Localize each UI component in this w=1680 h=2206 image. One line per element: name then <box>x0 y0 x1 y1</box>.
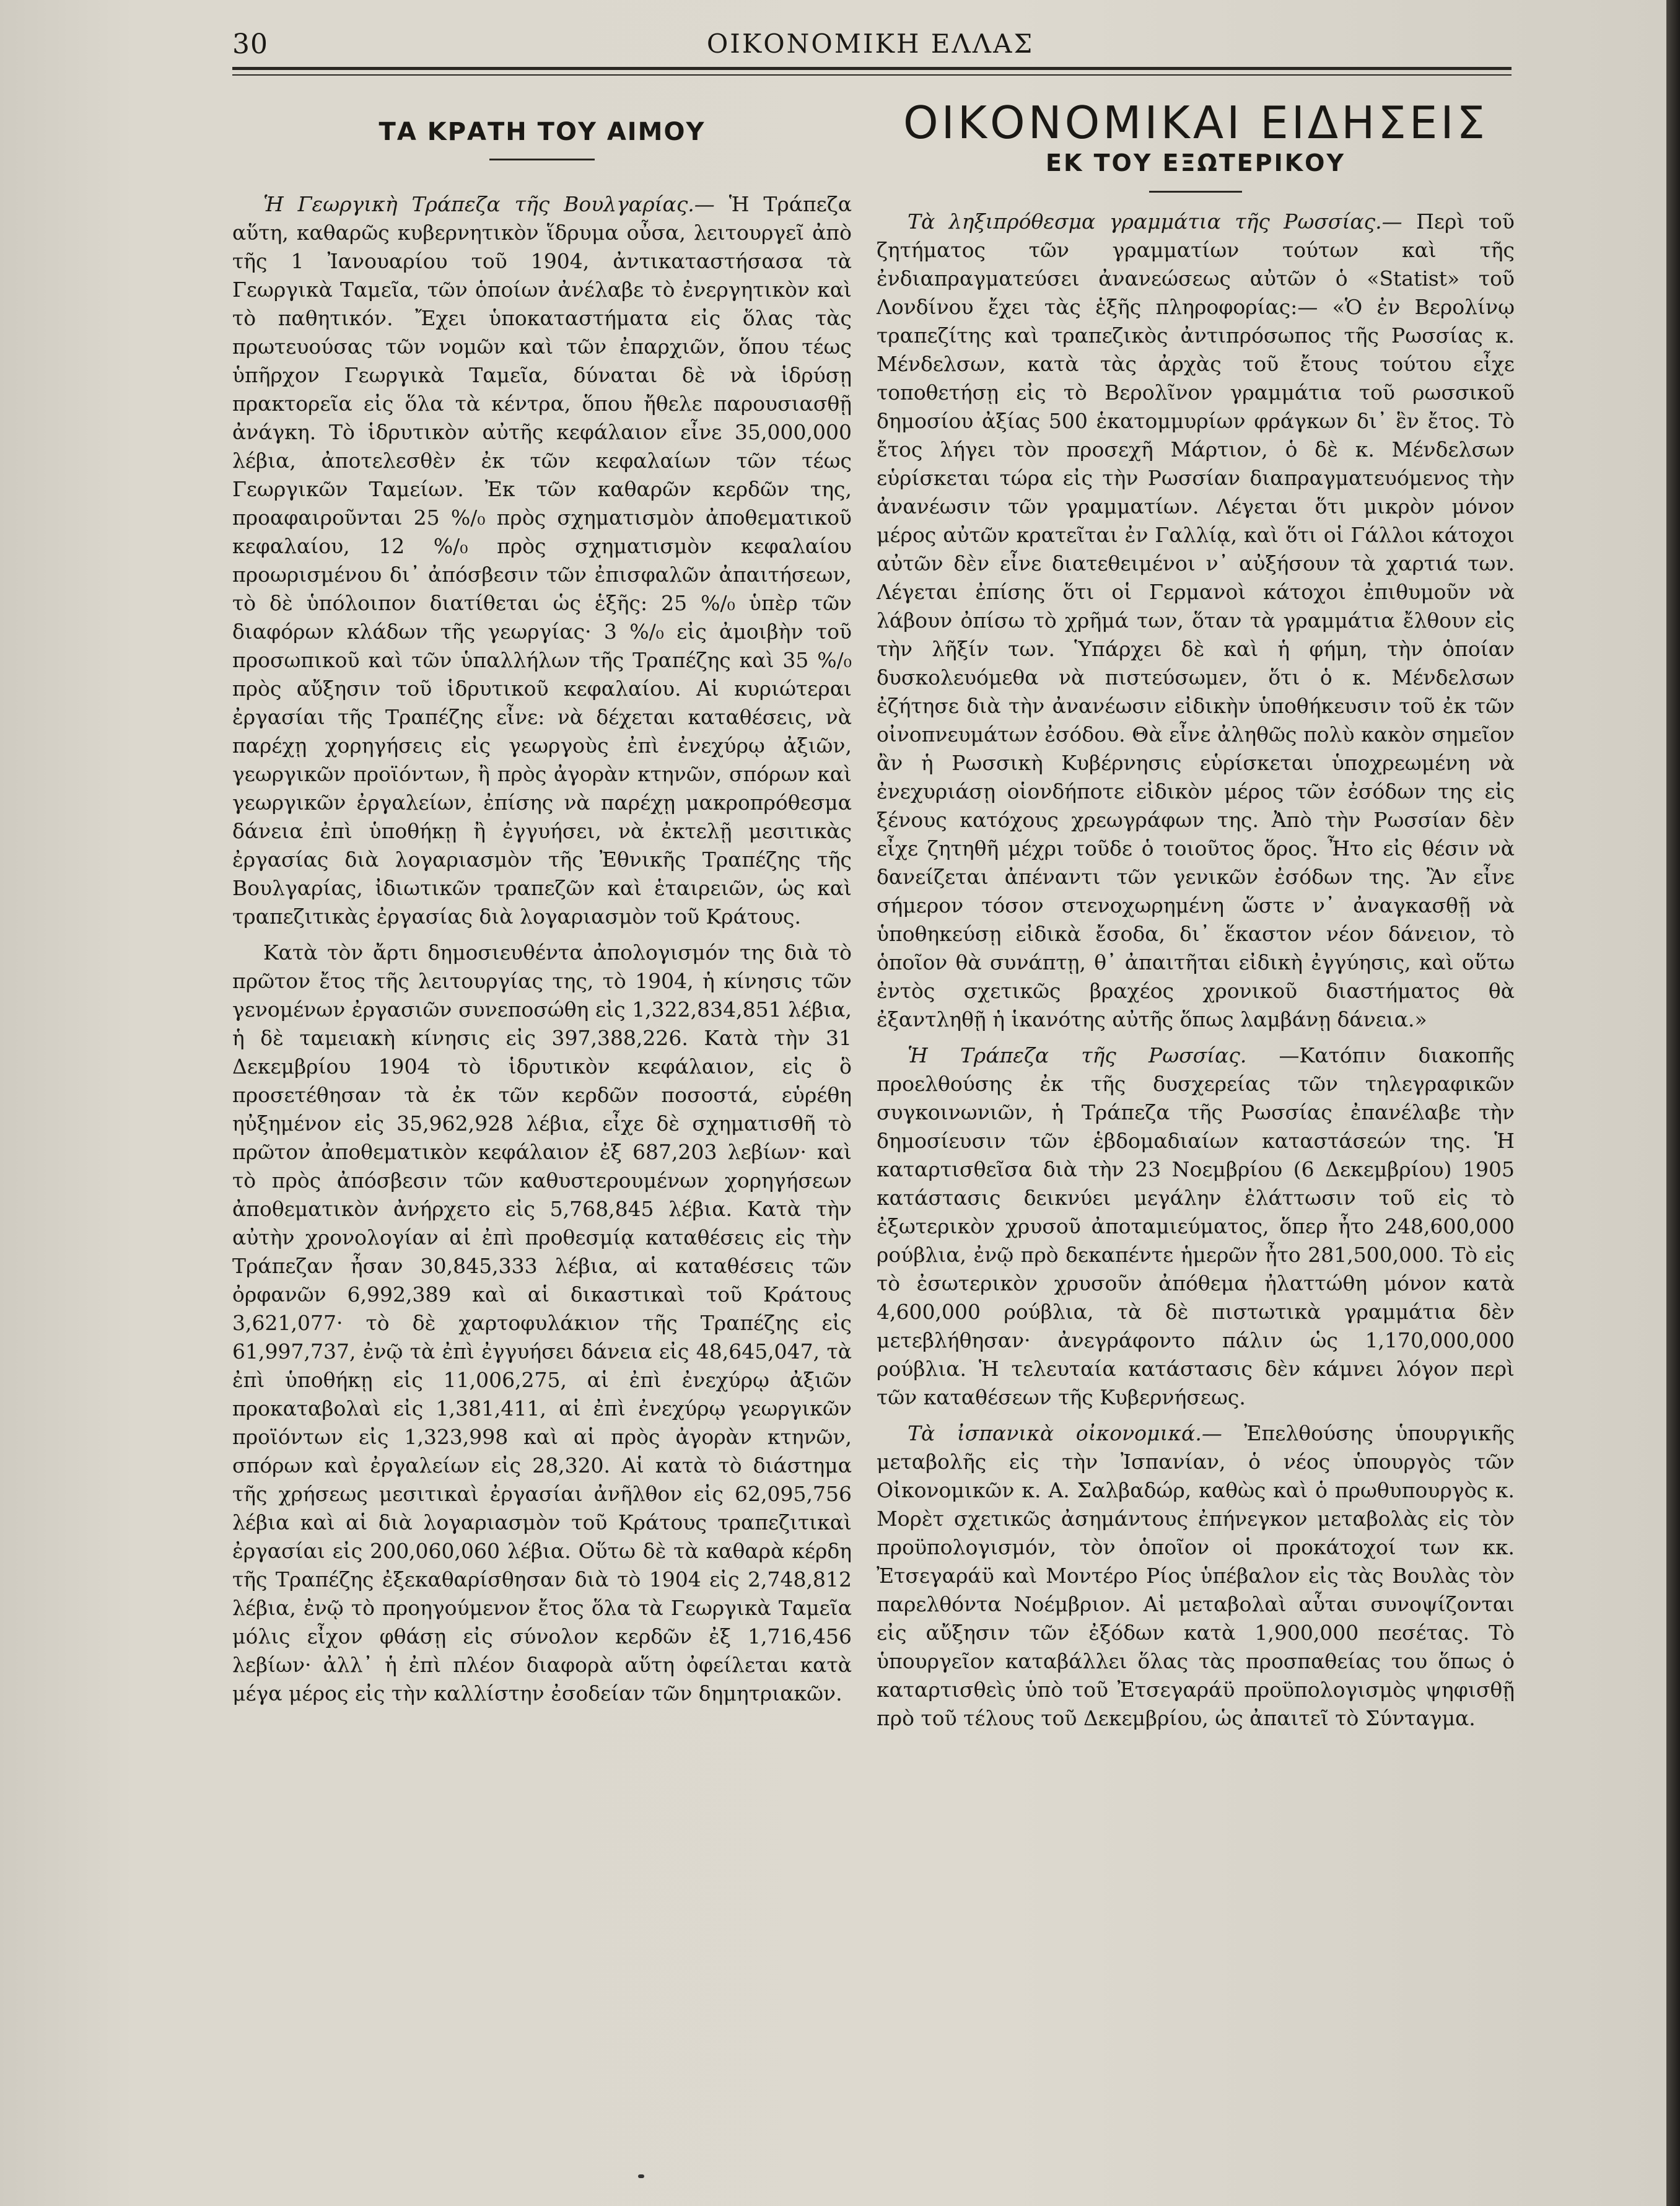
header-rule-thin <box>232 74 1512 76</box>
section-heading-balkan-states: ΤΑ ΚΡΑΤΗ ΤΟΥ ΑΙΜΟΥ <box>378 118 706 146</box>
ink-speck <box>638 2174 644 2178</box>
article-paragraph <box>877 1041 1515 1412</box>
journal-title: ΟΙΚΟΝΟΜΙΚΗ ΕΛΛΑΣ <box>706 28 1035 59</box>
article-paragraph <box>232 939 852 1708</box>
article-text: Περὶ τοῦ ζητήματος τῶν γραμματίων τούτων καὶ τῆς ἐνδιαπραγματεύσει ἀνανεώσεως αὐτῶν ὁ «Statist» τοῦ Λονδίνου ἔχει τὰς ἑξῆς πληροφορίας:— «Ὁ ἐν Βερολίνῳ τραπεζίτης καὶ τραπεζικὸς ἀντιπρόσωπος τῆς Ρωσσίας κ. Μένδελσων, κατὰ τὰς ἀρχὰς τοῦ ἔτους τούτου εἶχε τοποθετήσῃ εἰς τὸ Βερολῖνον γραμμάτια τοῦ ρωσσικοῦ δημοσίου ἀξίας 500 ἑκατομμυρίων φράγκων δι᾽ ἓν ἔτος. Τὸ ἔτος λήγει τὸν προσεχῆ Μάρτιον, ὁ δὲ κ. Μένδελσων εὑρίσκεται τώρα εἰς τὴν Ρωσσίαν διαπραγματευόμενος τὴν ἀνανέωσιν τῶν γραμματίων. Λέγεται ὅτι μικρὸν μόνον μέρος αὐτῶν κρατεῖται ἐν Γαλλίᾳ, καὶ ὅτι οἱ Γάλλοι κάτοχοι αὐτῶν δὲν εἶνε διατεθειμένοι ν᾽ αὐξήσουν τὰ χαρτιά των. Λέγεται ἐπίσης ὅτι οἱ Γερμανοὶ κάτοχοι ἐπιθυμοῦν νὰ λάβουν ὀπίσω τὸ χρῆμά των, ὅταν τὰ γραμμάτια ἔλθουν εἰς τὴν λῆξίν των. Ὑπάρχει δὲ καὶ ἡ φήμη, τὴν ὁποίαν δυσκολευόμεθα νὰ πιστεύσωμεν, ὅτι ὁ κ. Μένδελσων ἐζήτησε διὰ τὴν ἀνανέωσιν εἰδικὴν ὑποθήκευσιν τοῦ ἐκ τῶν οἰνοπνευμάτων ἐσόδου. Θὰ εἶνε ἀληθῶς πολὺ κακὸν σημεῖον ἂν ἡ Ρωσσικὴ Κυβέρνησις εὑρίσκεται ὑποχρεωμένη νὰ ἐνεχυριάσῃ οἱονδήποτε εἰδικὸν μέρος τῶν ἐσόδων της εἰς ξένους κατόχους χρεωγράφων της. Ἀπὸ τὴν Ρωσσίαν δὲν εἶχε ζητηθῆ μέχρι τοῦδε ὁ τοιοῦτος ὅρος. Ἦτο εἰς θέσιν νὰ δανείζεται ἀπέναντι τῶν γενικῶν ἐσόδων της. Ἂν εἶνε σήμερον τόσον στενοχωρημένη ὥστε ν᾽ ἀναγκασθῇ νὰ ὑποθηκεύσῃ εἰδικὰ ἔσοδα, δι᾽ ἕκαστον νέον δάνειον, τὸ ὁποῖον θὰ συνάπτῃ, θ᾽ ἀπαιτῆται εἰδικὴ ἐγγύησις, καὶ οὕτω ἐντὸς σχετικῶς βραχέος χρονικοῦ διαστήματος θὰ ἐξαντληθῇ ἡ ἱκανότης αὐτῆς ὅπως λαμβάνῃ δάνεια.» <box>877 209 1515 1031</box>
left-column <box>232 93 852 1708</box>
article-lead: Τὰ ἰσπανικὰ οἰκονομικά.— <box>908 1421 1222 1445</box>
article-lead: Τὰ ληξιπρόθεσμα γραμμάτια τῆς Ρωσσίας.— <box>908 209 1402 234</box>
article-lead: Ἡ Γεωργικὴ Τράπεζα τῆς Βουλγαρίας.— <box>263 192 715 216</box>
running-header <box>232 25 1508 68</box>
article-text: Ἐπελθούσης ὑπουργικῆς μεταβολῆς εἰς τὴν Ἰσπανίαν, ὁ νέος ὑπουργὸς τῶν Οἰκονομικῶν κ. Α. Σαλβαδώρ, καθὼς καὶ ὁ πρωθυπουργὸς κ. Μορὲτ σχετικῶς ἀσημάντους ἐπήνεγκον μεταβολὰς εἰς τὸν προϋπολογισμόν, τὸν ὁποῖον οἱ προκάτοχοί των κκ. Ἐτσεγαράϋ καὶ Μοντέρο Ρίος ὑπέβαλον εἰς τὰς Βουλὰς τὸν παρελθόντα Νοέμβριον. Αἱ μεταβολαὶ αὗται συνοψίζονται εἰς αὔξησιν τῶν ἐξόδων κατὰ 1,900,000 πεσέτας. Τὸ ὑπουργεῖον καταβάλλει ὅλας τὰς προσπαθείας του ὅπως ὁ καταρτισθεὶς ὑπὸ τοῦ Ἐτσεγαράϋ προϋπολογισμὸς ψηφισθῇ πρὸ τοῦ τέλους τοῦ Δεκεμβρίου, ὡς ἀπαιτεῖ τὸ Σύνταγμα. <box>877 1421 1515 1730</box>
heading-divider <box>489 159 595 160</box>
page-number: 30 <box>232 28 268 60</box>
right-column <box>877 93 1515 1733</box>
article-paragraph <box>877 1419 1515 1733</box>
article-text: Ἡ Τράπεζα αὕτη, καθαρῶς κυβερνητικὸν ἵδρυμα οὖσα, λειτουργεῖ ἀπὸ τῆς 1 Ἰανουαρίου τοῦ 1904, ἀντικαταστήσασα τὰ Γεωργικὰ Ταμεῖα, τῶν ὁποίων ἀνέλαβε τὸ ἐνεργητικὸν καὶ τὸ παθητικόν. Ἔχει ὑποκαταστήματα εἰς ὅλας τὰς πρωτευούσας τῶν νομῶν καὶ τῶν ἐπαρχιῶν, ὅπου τέως ὑπῆρχον Γεωργικὰ Ταμεῖα, δύναται δὲ νὰ ἱδρύσῃ πρακτορεῖα εἰς ὅλα τὰ κέντρα, ὅπου ἤθελε παρουσιασθῇ ἀνάγκη. Τὸ ἱδρυτικὸν αὐτῆς κεφάλαιον εἶνε 35,000,000 λέβια, ἀποτελεσθὲν ἐκ τῶν κεφαλαίων τῶν τέως Γεωργικῶν Ταμείων. Ἐκ τῶν καθαρῶν κερδῶν της, προαφαιροῦνται 25 %/₀ πρὸς σχηματισμὸν ἀποθεματικοῦ κεφαλαίου, 12 %/₀ πρὸς σχηματισμὸν κεφαλαίου προωρισμένου δι᾽ ἀπόσβεσιν τῶν ἐπισφαλῶν ἀπαιτήσεων, τὸ δὲ ὑπόλοιπον διατίθεται ὡς ἑξῆς: 25 %/₀ ὑπὲρ τῶν διαφόρων κλάδων τῆς γεωργίας· 3 %/₀ εἰς ἀμοιβὴν τοῦ προσωπικοῦ καὶ τῶν ὑπαλλήλων τῆς Τραπέζης καὶ 35 %/₀ πρὸς αὔξησιν τοῦ ἱδρυτικοῦ κεφαλαίου. Αἱ κυριώτεραι ἐργασίαι τῆς Τραπέζης εἶνε: νὰ δέχεται καταθέσεις, νὰ παρέχῃ χορηγήσεις εἰς γεωργοὺς ἐπὶ ἐνεχύρῳ ἀξιῶν, γεωργικῶν προϊόντων, ἢ πρὸς ἀγορὰν κτηνῶν, σπόρων καὶ γεωργικῶν ἐργαλείων, ἐπίσης νὰ παρέχῃ μακροπρόθεσμα δάνεια ἐπὶ ὑποθήκῃ ἢ ἐγγυήσει, νὰ ἐκτελῇ μεσιτικὰς ἐργασίας διὰ λογαριασμὸν τῆς Ἐθνικῆς Τραπέζης τῆς Βουλγαρίας, ἰδιωτικῶν τραπεζῶν καὶ ἑταιρειῶν, ὡς καὶ τραπεζιτικὰς ἐργασίας διὰ λογαριασμὸν τοῦ Κράτους. <box>232 192 852 929</box>
article-lead: Ἡ Τράπεζα τῆς Ρωσσίας. <box>908 1043 1247 1067</box>
section-heading-economic-news: ΟΙΚΟΝΟΜΙΚΑΙ ΕΙΔΗΣΕΙΣ <box>903 97 1489 149</box>
article-paragraph <box>877 208 1515 1034</box>
heading-divider <box>1149 191 1242 193</box>
section-subheading-foreign: ΕΚ ΤΟΥ ΕΞΩΤΕΡΙΚΟΥ <box>1045 149 1345 177</box>
article-paragraph <box>232 190 852 931</box>
article-text: Κατὰ τὸν ἄρτι δημοσιευθέντα ἀπολογισμόν της διὰ τὸ πρῶτον ἔτος τῆς λειτουργίας της, τὸ 1904, ἡ κίνησις τῶν γενομένων ἐργασιῶν συνεποσώθη εἰς 1,322,834,851 λέβια, ἡ δὲ ταμειακὴ κίνησις εἰς 397,388,226. Κατὰ τὴν 31 Δεκεμβρίου 1904 τὸ ἱδρυτικὸν κεφάλαιον, εἰς ὃ προσετέθησαν τὰ ἐκ τῶν κερδῶν ποσοστά, εὑρέθη ηὐξημένον εἰς 35,962,928 λέβια, εἶχε δὲ σχηματισθῆ τὸ πρῶτον ἀποθεματικὸν κεφάλαιον ἐξ 687,203 λεβίων· καὶ τὸ πρὸς ἀπόσβεσιν τῶν καθυστερουμένων χορηγήσεων ἀποθεματικὸν ἀνήρχετο εἰς 5,768,845 λέβια. Κατὰ τὴν αὐτὴν χρονολογίαν αἱ ἐπὶ προθεσμίᾳ καταθέσεις εἰς τὴν Τράπεζαν ἦσαν 30,845,333 λέβια, αἱ καταθέσεις τῶν ὀρφανῶν 6,992,389 καὶ αἱ δικαστικαὶ τοῦ Κράτους 3,621,077· τὸ δὲ χαρτοφυλάκιον τῆς Τραπέζης εἰς 61,997,737, ἐνῷ τὰ ἐπὶ ἐγγυήσει δάνεια εἰς 48,645,047, τὰ ἐπὶ ὑποθήκῃ εἰς 11,006,275, αἱ ἐπὶ ἐνεχύρῳ ἀξιῶν προκαταβολαὶ εἰς 1,381,411, αἱ ἐπὶ ἐνεχύρῳ γεωργικῶν προϊόντων εἰς 1,323,998 καὶ αἱ πρὸς ἀγορὰν κτηνῶν, σπόρων καὶ ἐργαλείων εἰς 28,320. Αἱ κατὰ τὸ διάστημα τῆς χρήσεως μεσιτικαὶ ἐργασίαι ἀνῆλθον εἰς 62,095,756 λέβια καὶ αἱ διὰ λογαριασμὸν τοῦ Κράτους τραπεζιτικαὶ ἐργασίαι εἰς 200,060,060 λέβια. Οὕτω δὲ τὰ καθαρὰ κέρδη τῆς Τραπέζης ἐξεκαθαρίσθησαν διὰ τὸ 1904 εἰς 2,748,812 λέβια, ἐνῷ τὸ προηγούμενον ἔτος ὅλα τὰ Γεωργικὰ Ταμεῖα μόλις εἶχον φθάσῃ εἰς σύνολον κερδῶν ἐξ 1,716,456 λεβίων· ἀλλ᾽ ἡ ἐπὶ πλέον διαφορὰ αὕτη ὀφείλεται κατὰ μέγα μέρος εἰς τὴν καλλίστην ἐσοδείαν τῶν δημητριακῶν. <box>232 940 852 1705</box>
header-rule-thick <box>232 67 1512 70</box>
book-spine-edge <box>1666 0 1680 2206</box>
article-text: —Κατόπιν διακοπῆς προελθούσης ἐκ τῆς δυσχερείας τῶν τηλεγραφικῶν συγκοινωνιῶν, ἡ Τράπεζα τῆς Ρωσσίας ἐπανέλαβε τὴν δημοσίευσιν τῶν ἑβδομαδιαίων καταστάσεών της. Ἡ καταρτισθεῖσα διὰ τὴν 23 Νοεμβρίου (6 Δεκεμβρίου) 1905 κατάστασις δεικνύει μεγάλην ἐλάττωσιν τοῦ εἰς τὸ ἐξωτερικὸν χρυσοῦ ἀποταμιεύματος, ὅπερ ἦτο 248,600,000 ρούβλια, ἐνῷ πρὸ δεκαπέντε ἡμερῶν ἦτο 281,500,000. Τὸ εἰς τὸ ἐσωτερικὸν χρυσοῦν ἀπόθεμα ἠλαττώθη μόνον κατὰ 4,600,000 ρούβλια, τὰ δὲ πιστωτικὰ γραμμάτια δὲν μετεβλήθησαν· ἀνεγράφοντο πάλιν ὡς 1,170,000,000 ρούβλια. Ἡ τελευταία κατάστασις δὲν κάμνει λόγον περὶ τῶν καταθέσεων τῆς Κυβερνήσεως. <box>877 1043 1515 1409</box>
